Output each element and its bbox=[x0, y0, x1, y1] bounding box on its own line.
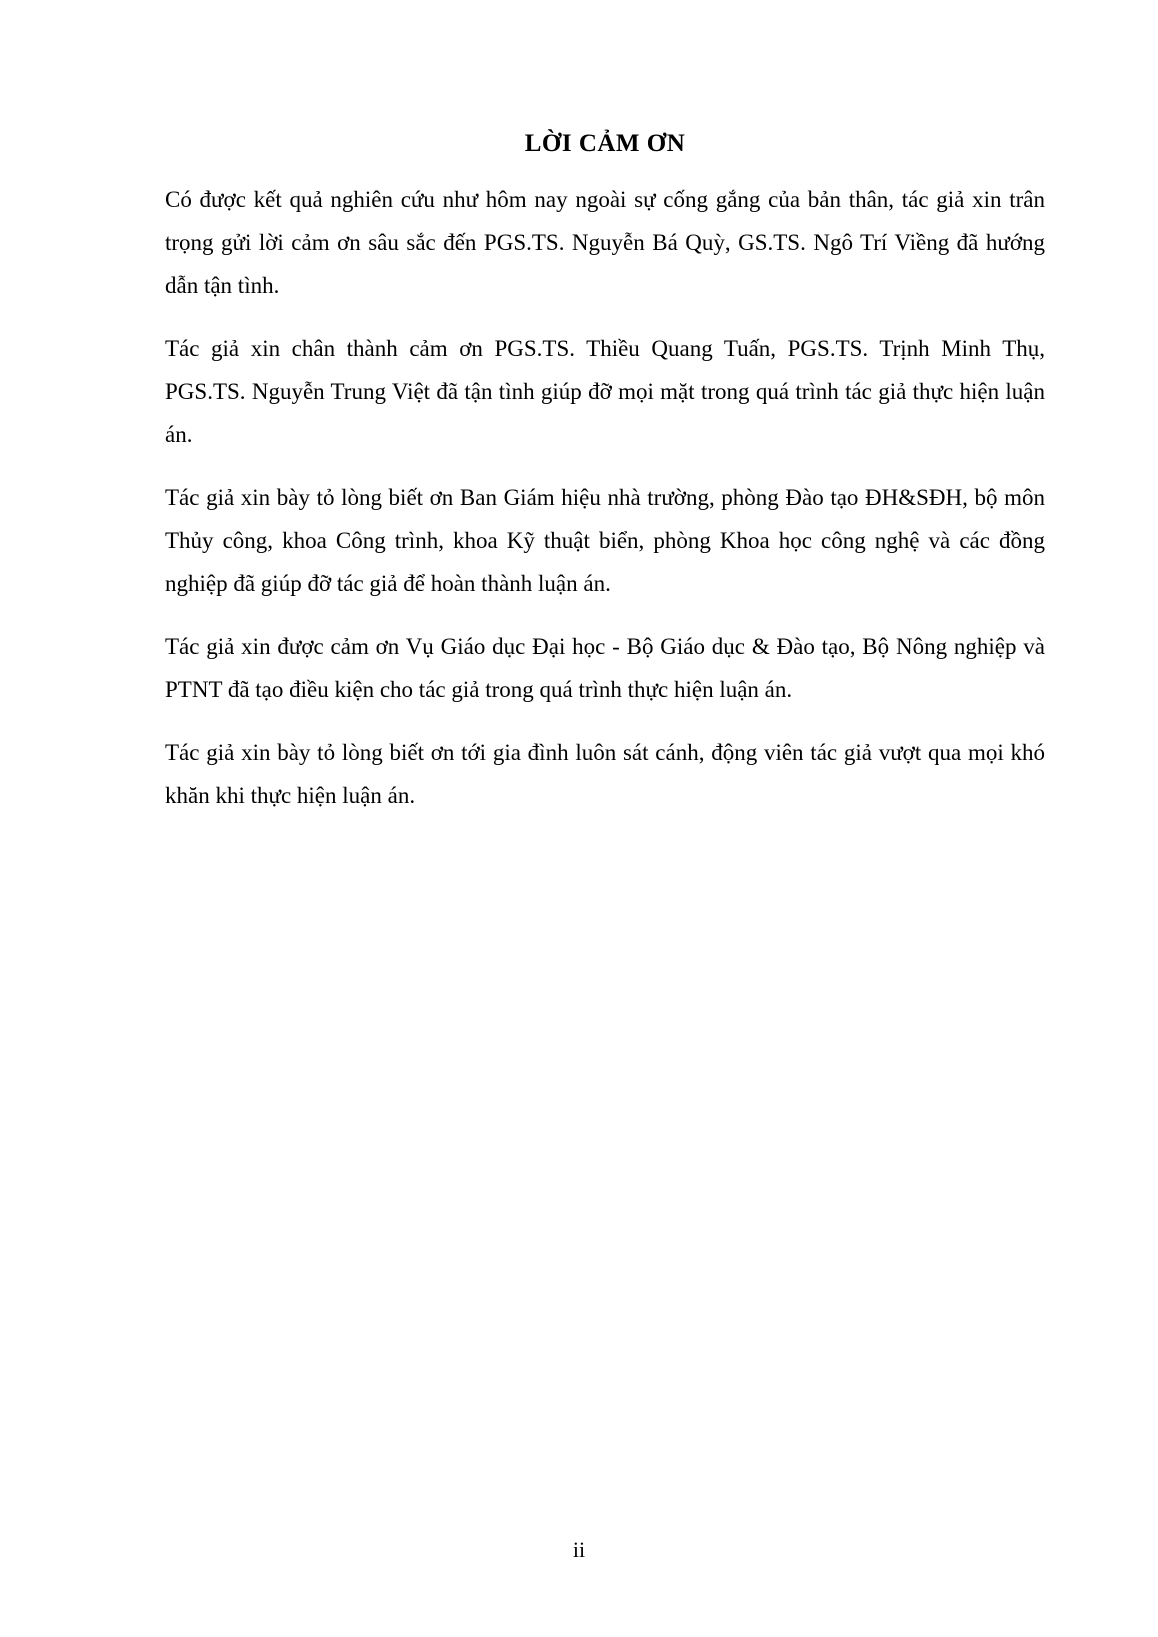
paragraph-2: Tác giả xin chân thành cảm ơn PGS.TS. Thiều Quang Tuấn, PGS.TS. Trịnh Minh Thụ, PGS.TS. Nguyễn Trung Việt đã tận tình giúp đỡ mọi mặt trong quá trình tác giả thực hiện luận án. bbox=[165, 336, 1045, 447]
page-number: ii bbox=[572, 1537, 586, 1562]
paragraph-4: Tác giả xin được cảm ơn Vụ Giáo dục Đại học - Bộ Giáo dục & Đào tạo, Bộ Nông nghiệp và PTNT đã tạo điều kiện cho tác giả trong quá trình thực hiện luận án. bbox=[165, 634, 1045, 702]
paragraph-1: Có được kết quả nghiên cứu như hôm nay ngoài sự cống gắng của bản thân, tác giả xin trân trọng gửi lời cảm ơn sâu sắc đến PGS.TS. Nguyễn Bá Quỳ, GS.TS. Ngô Trí Viềng đã hướng dẫn tận tình. bbox=[165, 187, 1045, 298]
paragraph-3: Tác giả xin bày tỏ lòng biết ơn Ban Giám hiệu nhà trường, phòng Đào tạo ĐH&SĐH, bộ môn Thủy công, khoa Công trình, khoa Kỹ thuật biển, phòng Khoa học công nghệ và các đồng nghiệp đã giúp đỡ tác giả để hoàn thành luận án. bbox=[165, 485, 1045, 596]
paragraph-5: Tác giả xin bày tỏ lòng biết ơn tới gia đình luôn sát cánh, động viên tác giả vượt qua mọi khó khăn khi thực hiện luận án. bbox=[165, 740, 1045, 808]
page-title: LỜI CẢM ƠN bbox=[524, 130, 686, 157]
page-content bbox=[165, 130, 1045, 837]
